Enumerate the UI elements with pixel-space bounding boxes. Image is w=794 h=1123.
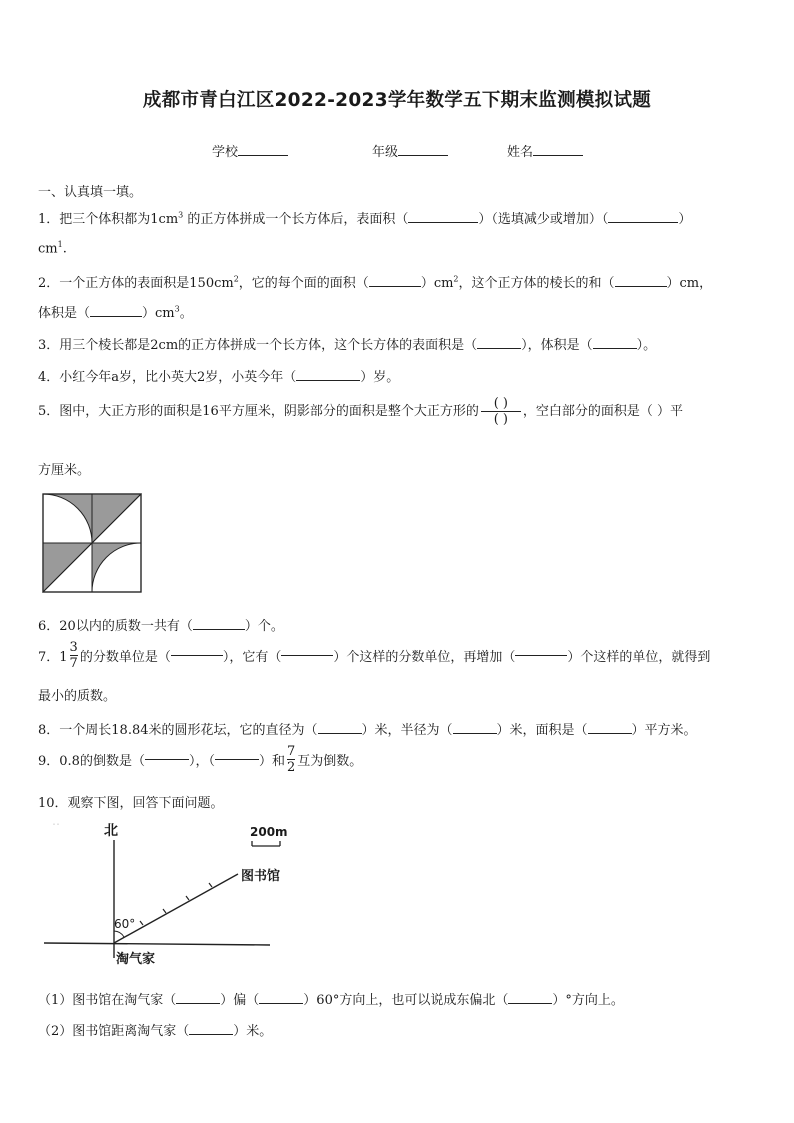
school-field	[212, 141, 288, 160]
fraction: $\frac{7}{2}$	[286, 744, 296, 775]
fraction: $\frac{3}{7}$	[69, 640, 78, 671]
answer-blank[interactable]	[189, 1034, 233, 1035]
answer-blank[interactable]	[215, 759, 259, 760]
angle-label: 60°	[114, 917, 136, 931]
question-2-cont: 体积是（ ）$cm^3$。	[38, 304, 193, 321]
answer-blank[interactable]	[318, 733, 362, 734]
question-6: 6．20以内的质数一共有（ ）个。	[38, 619, 284, 634]
answer-blank[interactable]	[171, 655, 223, 656]
question-1: 1．把三个体积都为$1cm^3$ 的正方体拼成一个长方体后，表面积（ ）（选填减少或增加）（ ）	[38, 210, 692, 227]
school-blank[interactable]	[238, 143, 288, 156]
question-5-cont: 方厘米。	[38, 463, 91, 478]
library-label: 图书馆	[241, 869, 281, 884]
question-10: 10．观察下图，回答下面问题。	[38, 796, 224, 811]
grade-label: 年级	[372, 145, 399, 160]
answer-blank[interactable]	[615, 286, 667, 287]
question-8: 8．一个周长18.84米的圆形花坛，它的直径为（ ）米，半径为（ ）米，面积是（ ）平方米。	[38, 723, 697, 738]
answer-blank[interactable]	[145, 759, 189, 760]
name-field	[507, 141, 583, 160]
north-label: 北	[104, 823, 118, 839]
name-label: 姓名	[507, 145, 534, 160]
fraction[interactable]: $\frac{( )}{( )}$	[481, 397, 521, 426]
answer-blank[interactable]	[588, 733, 632, 734]
shaded-square-figure	[42, 493, 142, 593]
answer-blank[interactable]	[193, 629, 245, 630]
answer-blank[interactable]	[296, 380, 360, 381]
page-title: 成都市青白江区2022-2023学年数学五下期末监测模拟试题	[142, 90, 652, 111]
question-2: 2．一个正方体的表面积是$150cm^2$，它的每个面的面积（ ）$cm^2$，这个正方体的棱长的和（ ）cm，	[38, 274, 713, 291]
answer-blank[interactable]	[453, 733, 497, 734]
question-1-cont: $cm^1$.	[38, 240, 67, 257]
home-label: 淘气家	[116, 952, 156, 967]
answer-blank[interactable]	[281, 655, 333, 656]
question-10-1: （1）图书馆在淘气家（ ）偏（ ）60°方向上，也可以说成东偏北（ ）°方向上。	[38, 993, 624, 1008]
question-7: 7．1 $\frac{3}{7}$ 的分数单位是（ ），它有（ ）个这样的分数单位，再增加（ ）个这样的单位，就得到	[38, 640, 711, 671]
question-9: 9．0.8的倒数是（ ），（ ）和 $\frac{7}{2}$ 互为倒数。	[38, 744, 363, 775]
answer-blank[interactable]	[369, 286, 421, 287]
answer-blank[interactable]	[515, 655, 567, 656]
answer-blank[interactable]	[608, 222, 678, 223]
answer-blank[interactable]	[408, 222, 478, 223]
question-5: 5．图中，大正方形的面积是16平方厘米，阴影部分的面积是整个大正方形的 $\frac{( )}{( )}$ ，空白部分的面积是（ ）平	[38, 396, 683, 427]
answer-blank[interactable]	[593, 348, 637, 349]
direction-diagram	[40, 818, 300, 978]
section-heading: 一、认真填一填。	[38, 185, 143, 200]
question-4: 4．小红今年a岁，比小英大2岁，小英今年（ ）岁。	[38, 370, 400, 385]
grade-blank[interactable]	[398, 143, 448, 156]
svg-text:˙˙: ˙˙	[52, 823, 60, 832]
school-label: 学校	[212, 145, 239, 160]
answer-blank[interactable]	[90, 316, 142, 317]
question-10-2: （2）图书馆距离淘气家（ ）米。	[38, 1024, 273, 1039]
answer-blank[interactable]	[176, 1003, 220, 1004]
question-3: 3．用三个棱长都是2cm的正方体拼成一个长方体，这个长方体的表面积是（ ），体积是（ ）。	[38, 338, 657, 353]
grade-field	[372, 141, 448, 160]
answer-blank[interactable]	[259, 1003, 303, 1004]
scale-label: 200m	[250, 825, 288, 839]
question-7-cont: 最小的质数。	[38, 689, 117, 704]
answer-blank[interactable]	[477, 348, 521, 349]
name-blank[interactable]	[533, 143, 583, 156]
answer-blank[interactable]	[508, 1003, 552, 1004]
